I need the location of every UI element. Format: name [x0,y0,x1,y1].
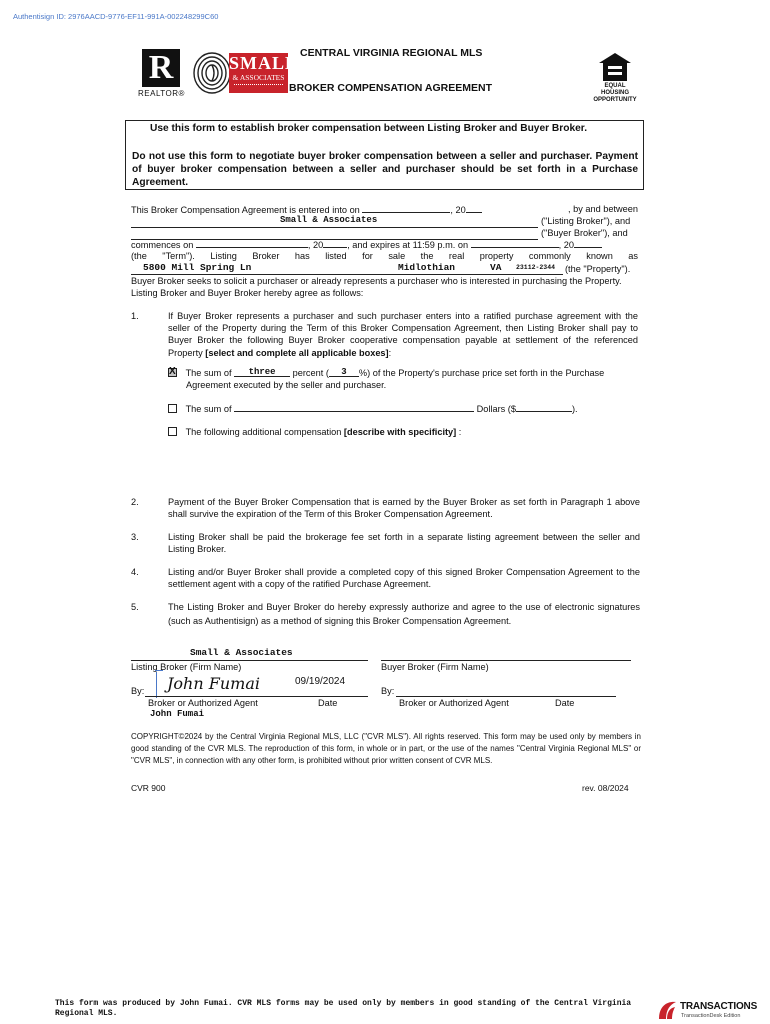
item-1-number: 1. [131,311,139,321]
form-title: BROKER COMPENSATION AGREEMENT [289,82,493,94]
realtor-text: REALTOR® [138,89,185,98]
dollars-amount-field[interactable] [516,402,572,412]
additional-checkbox[interactable] [168,427,177,436]
item-4-number: 4. [131,567,139,577]
item-4-text: Listing and/or Buyer Broker shall provide a completed copy of this signed Broker Compensation Agreement to the settlement agent with a copy of the ratified Purchase Agreement. [168,567,640,590]
buyer-firm-label: Buyer Broker (Firm Name) [381,662,489,672]
commence-year-blank[interactable] [323,238,347,248]
buyer-by-label: By: [381,686,395,696]
buyer-date-label: Date [555,698,575,708]
item-2-text: Payment of the Buyer Broker Compensation that is earned by the Buyer Broker as set forth in Paragraph 1 above shall survive the expiration of the Term of this Broker Compensation Agreement. [168,497,640,520]
transactions-brand: TRANSACTIONS [680,1001,758,1012]
expire-date-blank[interactable] [471,238,559,248]
item-3-number: 3. [131,532,139,542]
commence-date-blank[interactable] [196,238,308,248]
buyer-agent-label: Broker or Authorized Agent [399,698,509,708]
org-title: CENTRAL VIRGINIA REGIONAL MLS [300,47,483,59]
signature-tick [155,670,163,678]
fingerprint-icon [191,50,233,96]
entered-year-blank[interactable] [466,203,482,213]
listing-firm-label: Listing Broker (Firm Name) [131,662,242,672]
notice-line-1: Use this form to establish broker compensation between Listing Broker and Buyer Broker. [150,123,588,134]
expire-year-blank[interactable] [574,238,602,248]
signature-box[interactable] [156,672,268,698]
entered-date-blank[interactable] [362,203,450,213]
notice-line-2: Do not use this form to negotiate buyer broker compensation between a seller and purchaser. Payment of buyer broker compensation between a seller and purchaser should be set forth in a Purchase Agreement. [132,151,638,188]
copyright-text: COPYRIGHT©2024 by the Central Virginia Regional MLS, LLC ("CVR MLS"). All rights reserved. This form may be used only by members in good standing of the CVR MLS. The reproduction of this form, in whole or in part, or the use of the names "Central Virginia Regional MLS" or "CVR MLS", in connection with any other form, is prohibited without prior written consent of CVR MLS. [131,732,641,765]
option-dollars: The sum of Dollars ($ ). [168,402,640,415]
listing-agent-name: John Fumai [150,709,205,719]
equal-housing-icon [598,52,632,82]
footer-note: This form was produced by John Fumai. CVR MLS forms may be used only by members in good standing of the Central Virginia Regional MLS. [55,999,632,1018]
listing-signature: John Fumai [167,674,260,693]
listing-broker-name: Small & Associates [280,215,378,225]
notice-box [125,120,644,190]
intro-row-1: This Broker Compensation Agreement is entered into on , 20 , by and between [131,204,638,215]
dollars-words-field[interactable] [234,402,474,412]
property-address: 5800 Mill Spring Ln [143,262,252,273]
item-3-text: Listing Broker shall be paid the brokerage fee set forth in a separate listing agreement between the seller and Listing Broker. [168,532,640,555]
option-percent-line2: Agreement executed by the seller and purchaser. [186,380,387,390]
transactions-swoosh-icon [656,999,678,1021]
item-5-text: The Listing Broker and Buyer Broker do hereby expressly authorize and agree to the use of electronic signatures (such as Authentisign) as a method of signing this Broker Compensation Agreement. [168,602,640,626]
dollars-checkbox[interactable] [168,404,177,413]
buyer-broker-suffix: ("Buyer Broker"), and [541,228,628,238]
property-zip: 23112-2344 [516,264,556,271]
percent-number-field[interactable]: 3 [329,367,359,377]
realtor-r-block: R [142,49,180,87]
listing-broker-line[interactable] [131,227,538,228]
listing-agent-label: Broker or Authorized Agent [148,698,258,708]
listing-signature-date: 09/19/2024 [295,676,346,687]
authentisign-id: Authentisign ID: 2976AACD-9776-EF11-991A-002248299C60 [13,12,219,21]
form-id: CVR 900 [131,783,166,793]
equal-housing-logo [591,52,639,102]
option-additional: The following additional compensation [describe with specificity] : [168,426,640,438]
property-city: Midlothian [398,262,456,273]
listing-firm-value: Small & Associates [190,647,293,658]
listing-date-label: Date [318,698,338,708]
item-5-number: 5. [131,602,139,612]
small-brand-rule [234,84,283,85]
intro-row-4: commences on , 20 , and expires at 11:59 p.m. on , 20 [131,238,638,251]
listing-by-label: By: [131,686,145,696]
realtor-logo [138,49,184,99]
transactions-logo [656,999,756,1021]
percent-words-field[interactable]: three [234,367,290,377]
item-1-text: If Buyer Broker represents a purchaser and such purchaser enters into a ratified purchase agreement with the seller of the Property during the Term of this Broker Compensation Agreement, then Listing Broker shall pay to Buyer Broker the following Buyer Broker cooperative compensation payable at settlement of the referenced Property [select and complete all applicable boxes]: [168,311,638,358]
transactions-sub: TransactionDesk Edition [681,1013,741,1019]
intro-row-5: (the "Term"). Listing Broker has listed for sale the real property commonly known as [131,251,638,261]
form-revision: rev. 08/2024 [582,783,629,793]
item-2-number: 2. [131,497,139,507]
property-suffix: (the "Property"). [565,264,631,274]
listing-broker-suffix: ("Listing Broker"), and [541,216,631,226]
property-state: VA [490,262,502,273]
option-percent: X The sum of three percent ( 3 %) of the Property's purchase price set forth in the Purchase [168,367,640,379]
intro-row-7: Buyer Broker seeks to solicit a purchaser or already represents a purchaser who is interested in purchasing the Property. Listing Broker and Buyer Broker hereby agree as follows: [131,276,622,299]
small-brand-box: SMALL & ASSOCIATES [229,53,288,93]
small-associates-logo [191,50,299,96]
equal-housing-text: EQUAL HOUSING OPPORTUNITY [593,83,637,103]
percent-checkbox[interactable] [168,368,177,377]
